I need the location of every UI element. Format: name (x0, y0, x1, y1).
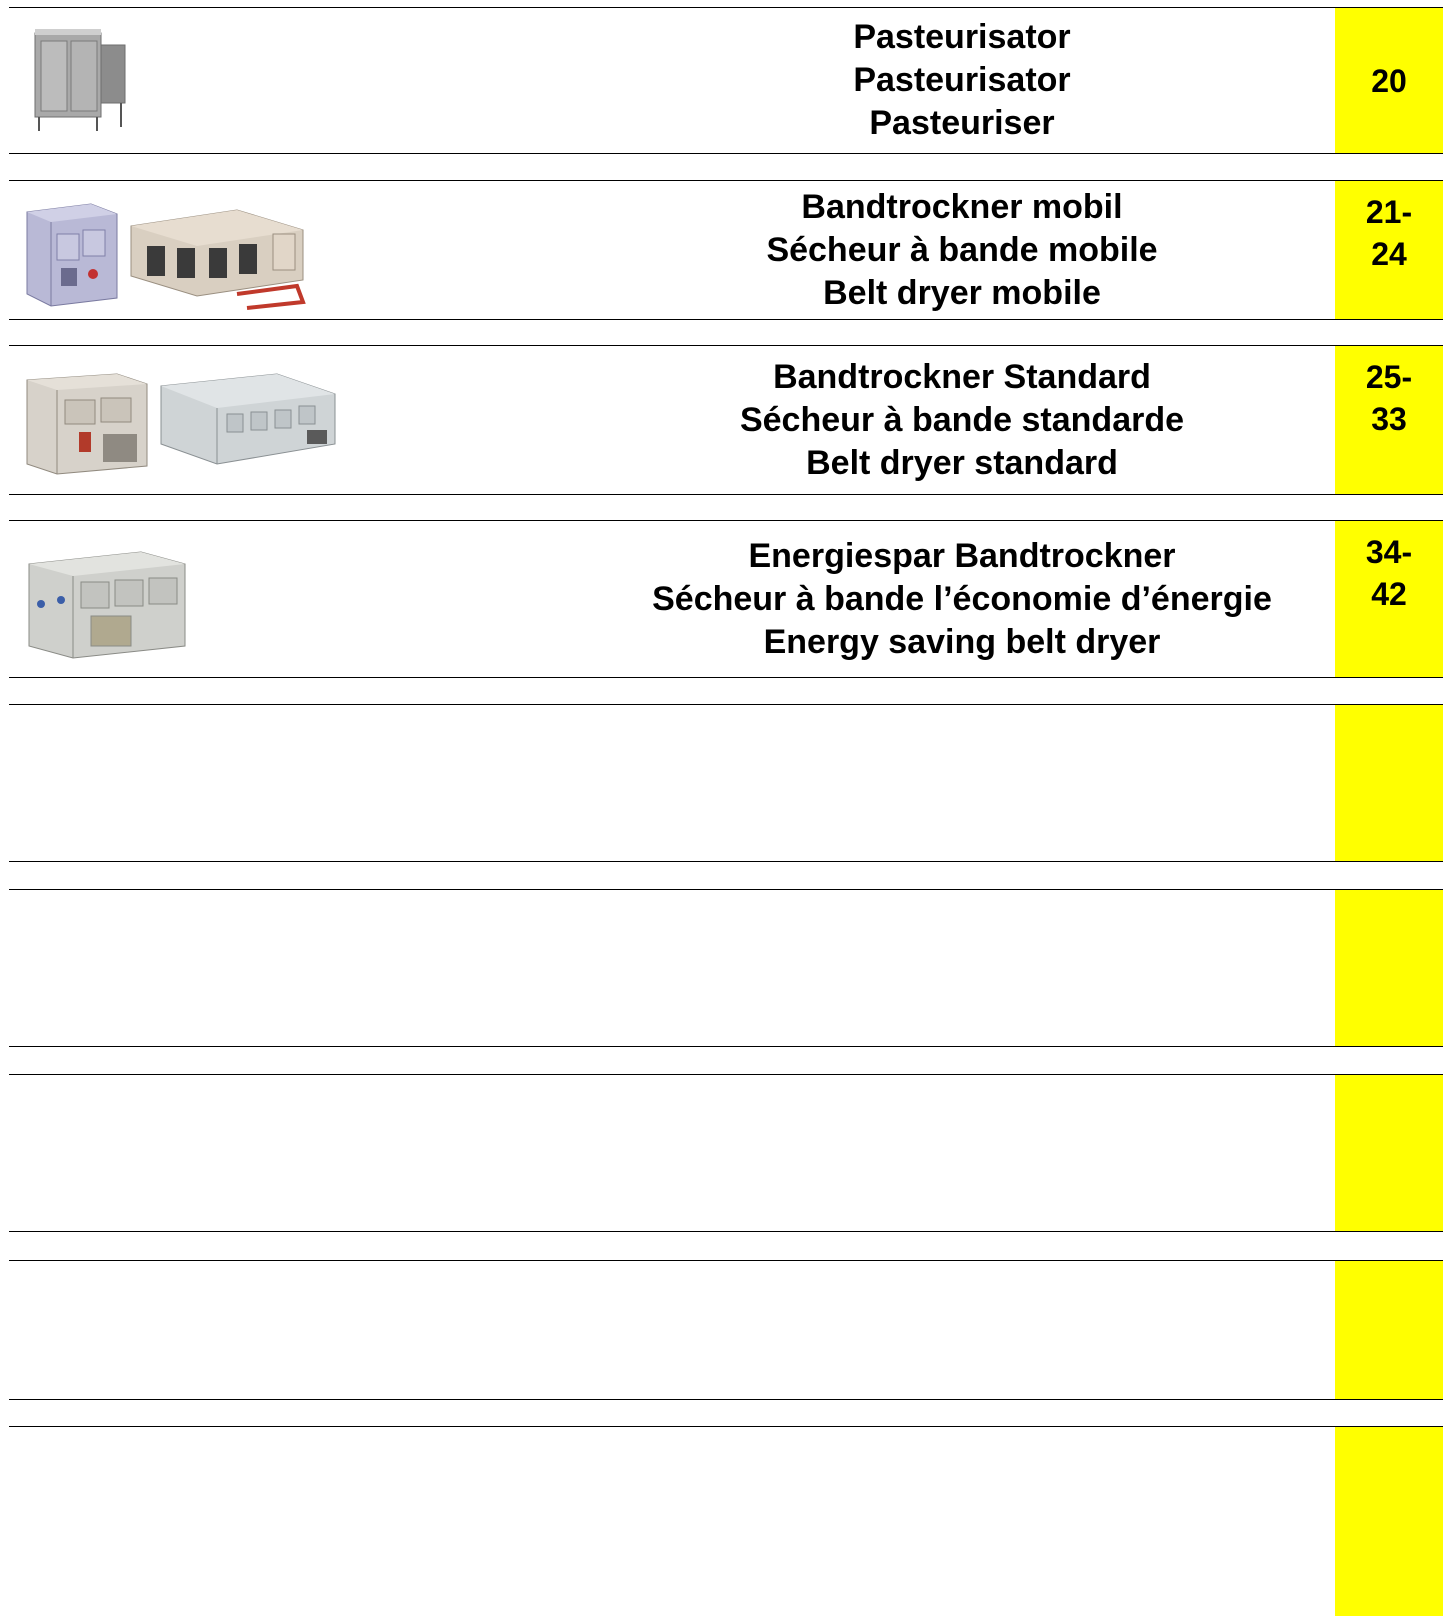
title-french: Sécheur à bande mobile (766, 230, 1158, 269)
row-titles (589, 346, 1335, 494)
catalog-row-energy-saving-belt-dryer (9, 520, 1443, 678)
page-number-tab (1335, 346, 1443, 494)
catalog-row-belt-dryer-mobile (9, 180, 1443, 320)
page-range-end: 33 (1371, 401, 1407, 437)
title-german: Bandtrockner Standard (773, 357, 1151, 396)
mobile-dryer-unit-photo (21, 190, 121, 310)
page-number: 20 (1371, 62, 1407, 99)
row-images (21, 521, 191, 677)
pasteuriser-machine-photo (21, 21, 141, 141)
title-german: Bandtrockner mobil (801, 187, 1123, 226)
catalog-row-pasteuriser (9, 7, 1443, 154)
standard-dryer-unit-photo (21, 360, 151, 480)
title-english: Energy saving belt dryer (763, 622, 1161, 661)
row-images (21, 346, 337, 494)
catalog-row-empty (9, 1426, 1443, 1616)
title-english: Belt dryer mobile (823, 273, 1101, 312)
energy-saving-dryer-photo (21, 534, 191, 664)
mobile-belt-dryer-photo (127, 190, 307, 310)
page-number-tab (1335, 1075, 1443, 1231)
page-range-end: 24 (1371, 236, 1407, 272)
row-titles (589, 181, 1335, 319)
title-english: Pasteuriser (869, 104, 1055, 142)
page-number-tab (1335, 521, 1443, 677)
row-titles (589, 521, 1335, 677)
title-german: Energiespar Bandtrockner (748, 536, 1176, 575)
row-images (21, 8, 141, 153)
catalog-row-belt-dryer-standard (9, 345, 1443, 495)
row-titles (589, 8, 1335, 153)
page-range-end: 42 (1371, 576, 1407, 612)
page-range-start: 34- (1365, 534, 1413, 570)
page-number-tab (1335, 890, 1443, 1046)
page-range-start: 25- (1365, 359, 1413, 395)
catalog-row-empty (9, 704, 1443, 862)
page-number-tab (1335, 8, 1443, 153)
page-number-tab (1335, 705, 1443, 861)
page-number-tab (1335, 1427, 1443, 1616)
title-french: Pasteurisator (853, 61, 1071, 99)
title-german: Pasteurisator (853, 18, 1071, 56)
catalog-row-empty (9, 889, 1443, 1047)
page-range-start: 21- (1365, 194, 1413, 230)
page-number-tab (1335, 181, 1443, 319)
catalog-row-empty (9, 1074, 1443, 1232)
catalog-row-empty (9, 1260, 1443, 1400)
title-english: Belt dryer standard (806, 443, 1118, 482)
page-number-tab (1335, 1261, 1443, 1399)
title-french: Sécheur à bande standarde (739, 400, 1185, 439)
title-french: Sécheur à bande l’économie d’énergie (652, 579, 1272, 618)
standard-belt-dryer-photo (157, 360, 337, 480)
row-images (21, 181, 307, 319)
